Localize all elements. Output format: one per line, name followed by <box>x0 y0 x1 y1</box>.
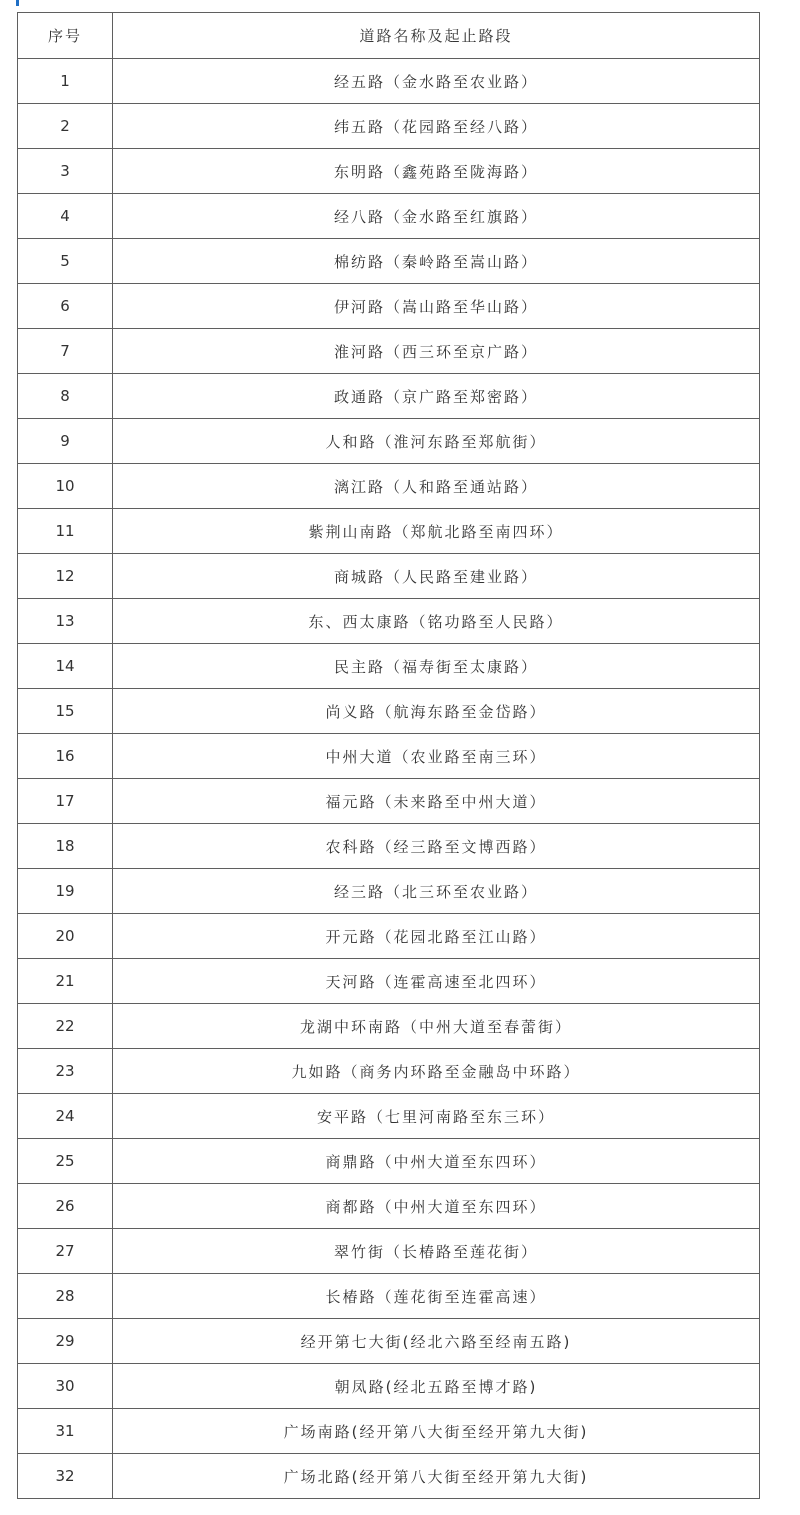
row-road-name: 棉纺路（秦岭路至嵩山路） <box>113 239 760 284</box>
row-road-name: 天河路（连霍高速至北四环） <box>113 959 760 1004</box>
table-row <box>18 734 760 779</box>
table-row <box>18 1229 760 1274</box>
row-serial-number: 32 <box>18 1454 113 1499</box>
table-row <box>18 1409 760 1454</box>
row-serial-number: 3 <box>18 149 113 194</box>
table-row <box>18 329 760 374</box>
table-row <box>18 869 760 914</box>
accent-bar <box>16 0 19 6</box>
row-road-name: 福元路（未来路至中州大道） <box>113 779 760 824</box>
table-row <box>18 194 760 239</box>
row-road-name: 尚义路（航海东路至金岱路） <box>113 689 760 734</box>
row-serial-number: 27 <box>18 1229 113 1274</box>
row-road-name: 纬五路（花园路至经八路） <box>113 104 760 149</box>
row-road-name: 商鼎路（中州大道至东四环） <box>113 1139 760 1184</box>
row-road-name: 政通路（京广路至郑密路） <box>113 374 760 419</box>
row-road-name: 经开第七大街(经北六路至经南五路) <box>113 1319 760 1364</box>
table-row <box>18 149 760 194</box>
table-row <box>18 1049 760 1094</box>
row-serial-number: 30 <box>18 1364 113 1409</box>
table-body <box>18 59 760 1499</box>
row-serial-number: 12 <box>18 554 113 599</box>
row-serial-number: 7 <box>18 329 113 374</box>
row-serial-number: 16 <box>18 734 113 779</box>
row-serial-number: 14 <box>18 644 113 689</box>
table-row <box>18 284 760 329</box>
row-serial-number: 31 <box>18 1409 113 1454</box>
row-serial-number: 1 <box>18 59 113 104</box>
row-road-name: 九如路（商务内环路至金融岛中环路） <box>113 1049 760 1094</box>
table-row <box>18 1184 760 1229</box>
row-road-name: 民主路（福寿街至太康路） <box>113 644 760 689</box>
row-road-name: 广场南路(经开第八大街至经开第九大街) <box>113 1409 760 1454</box>
road-table <box>17 12 760 1499</box>
row-serial-number: 11 <box>18 509 113 554</box>
table-row <box>18 419 760 464</box>
row-serial-number: 17 <box>18 779 113 824</box>
row-serial-number: 24 <box>18 1094 113 1139</box>
row-serial-number: 6 <box>18 284 113 329</box>
row-serial-number: 19 <box>18 869 113 914</box>
row-road-name: 龙湖中环南路（中州大道至春蕾街） <box>113 1004 760 1049</box>
row-road-name: 开元路（花园北路至江山路） <box>113 914 760 959</box>
table-row <box>18 1094 760 1139</box>
row-serial-number: 18 <box>18 824 113 869</box>
row-serial-number: 15 <box>18 689 113 734</box>
table-row <box>18 689 760 734</box>
row-road-name: 经五路（金水路至农业路） <box>113 59 760 104</box>
table-row <box>18 914 760 959</box>
row-serial-number: 28 <box>18 1274 113 1319</box>
row-road-name: 广场北路(经开第八大街至经开第九大街) <box>113 1454 760 1499</box>
table-row <box>18 644 760 689</box>
row-serial-number: 10 <box>18 464 113 509</box>
row-road-name: 经三路（北三环至农业路） <box>113 869 760 914</box>
row-serial-number: 20 <box>18 914 113 959</box>
row-serial-number: 26 <box>18 1184 113 1229</box>
row-serial-number: 8 <box>18 374 113 419</box>
table-row <box>18 1319 760 1364</box>
table-row <box>18 554 760 599</box>
row-road-name: 紫荆山南路（郑航北路至南四环） <box>113 509 760 554</box>
row-road-name: 农科路（经三路至文博西路） <box>113 824 760 869</box>
row-road-name: 朝凤路(经北五路至博才路) <box>113 1364 760 1409</box>
row-road-name: 东、西太康路（铭功路至人民路） <box>113 599 760 644</box>
row-road-name: 商都路（中州大道至东四环） <box>113 1184 760 1229</box>
table-row <box>18 374 760 419</box>
row-serial-number: 23 <box>18 1049 113 1094</box>
row-road-name: 安平路（七里河南路至东三环） <box>113 1094 760 1139</box>
row-road-name: 淮河路（西三环至京广路） <box>113 329 760 374</box>
row-road-name: 翠竹街（长椿路至莲花街） <box>113 1229 760 1274</box>
table-header-row <box>18 13 760 59</box>
table-row <box>18 239 760 284</box>
row-road-name: 漓江路（人和路至通站路） <box>113 464 760 509</box>
row-serial-number: 9 <box>18 419 113 464</box>
header-serial-number: 序号 <box>18 13 113 59</box>
row-serial-number: 22 <box>18 1004 113 1049</box>
row-serial-number: 4 <box>18 194 113 239</box>
table-row <box>18 1004 760 1049</box>
row-road-name: 经八路（金水路至红旗路） <box>113 194 760 239</box>
row-road-name: 人和路（淮河东路至郑航街） <box>113 419 760 464</box>
table-row <box>18 599 760 644</box>
table-row <box>18 779 760 824</box>
row-road-name: 东明路（鑫苑路至陇海路） <box>113 149 760 194</box>
table-row <box>18 104 760 149</box>
table-row <box>18 959 760 1004</box>
row-serial-number: 29 <box>18 1319 113 1364</box>
table-row <box>18 509 760 554</box>
row-serial-number: 21 <box>18 959 113 1004</box>
header-road-name: 道路名称及起止路段 <box>113 13 760 59</box>
row-road-name: 长椿路（莲花街至连霍高速） <box>113 1274 760 1319</box>
table-row <box>18 464 760 509</box>
row-road-name: 商城路（人民路至建业路） <box>113 554 760 599</box>
row-serial-number: 25 <box>18 1139 113 1184</box>
table-row <box>18 1364 760 1409</box>
row-serial-number: 2 <box>18 104 113 149</box>
row-serial-number: 5 <box>18 239 113 284</box>
row-road-name: 中州大道（农业路至南三环） <box>113 734 760 779</box>
row-serial-number: 13 <box>18 599 113 644</box>
road-table-container <box>17 12 759 1499</box>
row-road-name: 伊河路（嵩山路至华山路） <box>113 284 760 329</box>
table-row <box>18 1454 760 1499</box>
table-row <box>18 824 760 869</box>
table-row <box>18 59 760 104</box>
table-row <box>18 1274 760 1319</box>
table-row <box>18 1139 760 1184</box>
